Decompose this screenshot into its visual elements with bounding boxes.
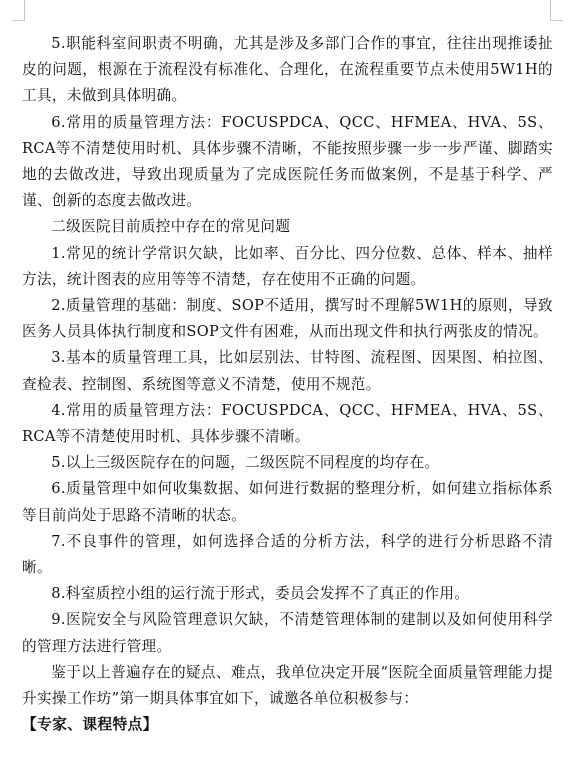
paragraph-item-5-tertiary-issues: 5.以上三级医院存在的问题，二级医院不同程度的均存在。 xyxy=(51,454,440,472)
paragraph-item-3-tools: 3.基本的质量管理工具，比如层别法、甘特图、流程图、因果图、柏拉图、查检表、控制图、系统图等意义不清楚，使用不规范。 xyxy=(22,349,553,393)
paragraph-item-8-qc-group: 8.科室质控小组的运行流于形式，委员会发挥不了真正的作用。 xyxy=(51,585,470,603)
paragraph-invitation: 鉴于以上普遍存在的疑点、难点，我单位决定开展“医院全面质量管理能力提升实操工作坊”第一期具体事宜如下，诚邀各单位积极参与： xyxy=(22,663,553,708)
paragraph-item-1-statistics: 1.常见的统计学常识欠缺，比如率、百分比、四分位数、总体、样本、抽样方法，统计图表的应用等等不清楚，存在使用不正确的问题。 xyxy=(22,244,553,288)
paragraph-item-7-adverse-events: 7.不良事件的管理，如何选择合适的分析方法，科学的进行分析思路不清晰。 xyxy=(22,532,553,577)
subsection-title-secondary-hospitals: 二级医院目前质控中存在的常见问题 xyxy=(51,218,291,236)
paragraph-item-5-departments: 5.职能科室间职责不明确，尤其是涉及多部门合作的事宜，往往出现推诿扯皮的问题，根源在于流程没有标准化、合理化，在流程重要节点未使用5W1H的工具，未做到具体明确。 xyxy=(22,35,553,105)
paragraph-item-9-safety: 9.医院安全与风险管理意识欠缺，不清楚管理体制的建制以及如何使用科学的管理方法进行管理。 xyxy=(22,611,553,655)
paragraph-item-4-methods: 4.常用的质量管理方法：FOCUSPDCA、QCC、HFMEA、HVA、5S、RCA等不清楚使用时机、具体步骤不清晰。 xyxy=(22,401,553,446)
paragraph-item-6-data: 6.质量管理中如何收集数据、如何进行数据的整理分析，如何建立指标体系等目前尚处于思路不清晰的状态。 xyxy=(22,480,553,524)
page-corner-mark-right xyxy=(550,0,563,21)
page-corner-mark-left xyxy=(12,0,25,21)
document-body xyxy=(22,31,553,738)
section-heading-experts-courses: 【专家、课程特点】 xyxy=(22,716,158,734)
paragraph-item-6-methods: 6.常用的质量管理方法：FOCUSPDCA、QCC、HFMEA、HVA、5S、RCA等不清楚使用时机、具体步骤不清晰，不能按照步骤一步一步严谨、脚踏实地的去做改进，导致出现质量为了完成医院任务而做案例，不是基于科学、严谨、创新的态度去做改进。 xyxy=(22,113,553,210)
paragraph-item-2-basics: 2.质量管理的基础：制度、SOP不适用，撰写时不理解5W1H的原则，导致医务人员具体执行制度和SOP文件有困难，从而出现文件和执行两张皮的情况。 xyxy=(22,297,553,341)
